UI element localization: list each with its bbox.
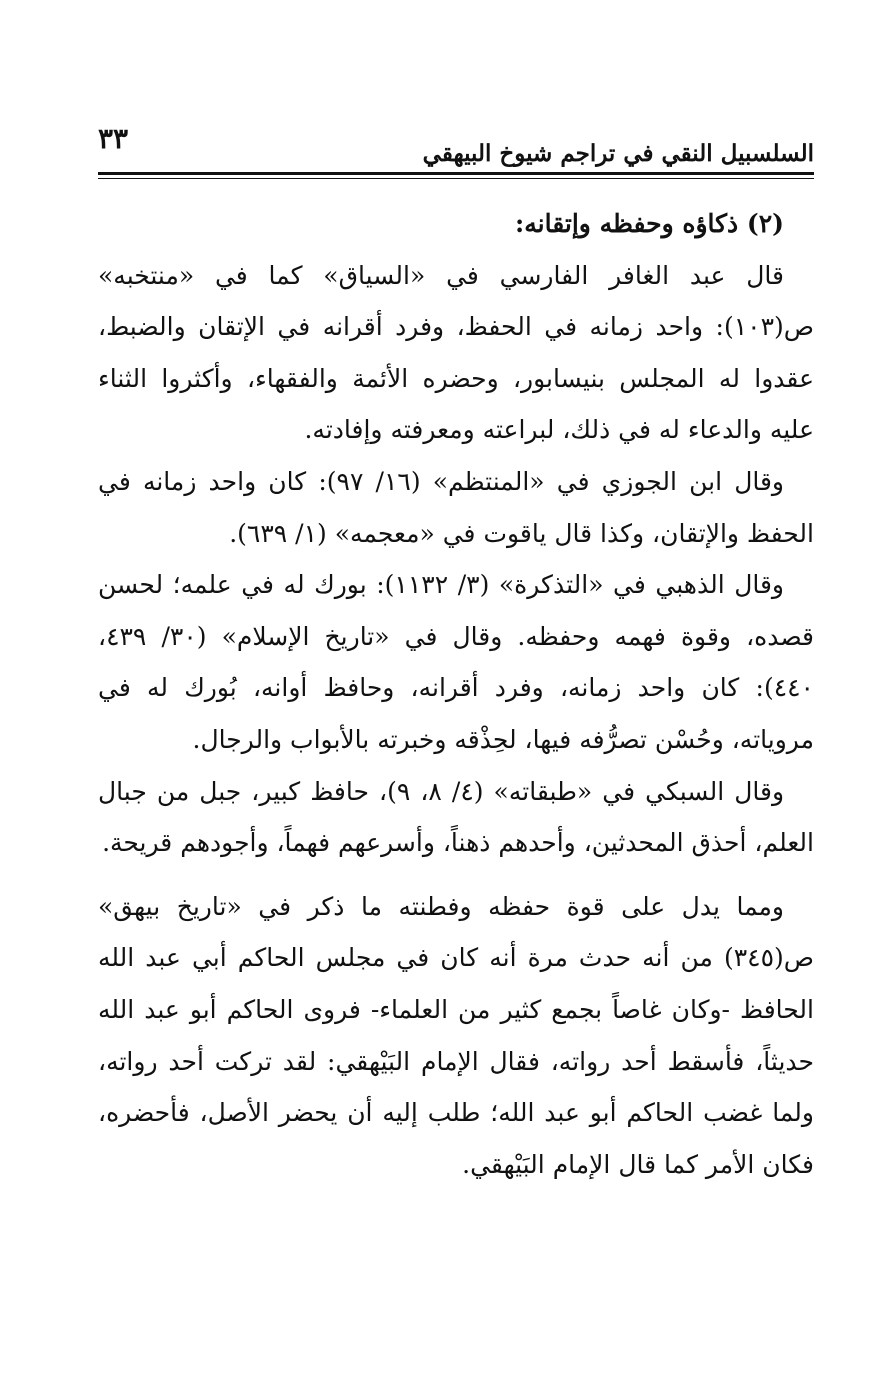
paragraph-al-subki: وقال السبكي في «طبقاته» (٤/ ٨، ٩)، حافظ كبير، جبل من جبال العلم، أحذق المحدثين، وأحدهم ذهناً، وأسرعهم فهماً، وأجودهم قريحة.	[98, 776, 814, 858]
paragraph-ibn-al-jawzi: وقال ابن الجوزي في «المنتظم» (١٦/ ٩٧): كان واحد زمانه في الحفظ والإتقان، وكذا قال ياقوت في «معجمه» (١/ ٦٣٩).	[98, 466, 814, 548]
running-title: السلسبيل النقي في تراجم شيوخ البيهقي	[422, 140, 814, 167]
paragraph-al-dhahabi: وقال الذهبي في «التذكرة» (٣/ ١١٣٢): بورك له في علمه؛ لحسن قصده، وقوة فهمه وحفظه. وقال في «تاريخ الإسلام» (٣٠/ ٤٣٩، ٤٤٠): كان واحد زمانه، وفرد أقرانه، وحافظ أوانه، بُورك له في مروياته، وحُسْن تصرُّفه فيها، لحِذْقه وخبرته بالأبواب والرجال.	[98, 570, 814, 754]
page-number: ٣٣	[98, 122, 129, 155]
header-rule-thick	[98, 172, 814, 175]
section-heading: (٢) ذكاؤه وحفظه وإتقانه:	[515, 209, 784, 238]
page-body	[98, 198, 814, 1190]
page-header	[98, 118, 814, 174]
paragraph-tarikh-bayhaq: ومما يدل على قوة حفظه وفطنته ما ذكر في «تاريخ بيهق» ص(٣٤٥) من أنه حدث مرة أنه كان في مجلس الحاكم أبي عبد الله الحافظ -وكان غاصاً بجمع كثير من العلماء- فروى الحاكم أبو عبد الله حديثاً، فأسقط أحد رواته، فقال الإمام البَيْهقي: لقد تركت أحد رواته، ولما غضب الحاكم أبو عبد الله؛ طلب إليه أن يحضر الأصل، فأحضره، فكان الأمر كما قال الإمام البَيْهقي.	[98, 891, 814, 1179]
header-rule-thin	[98, 178, 814, 179]
paragraph-abd-al-ghafir: قال عبد الغافر الفارسي في «السياق» كما في «منتخبه» ص(١٠٣): واحد زمانه في الحفظ، وفرد أقرانه في الإتقان والضبط، عقدوا له المجلس بنيسابور، وحضره الأئمة والفقهاء، وأكثروا الثناء عليه والدعاء له في ذلك، لبراعته ومعرفته وإفادته.	[98, 260, 814, 445]
